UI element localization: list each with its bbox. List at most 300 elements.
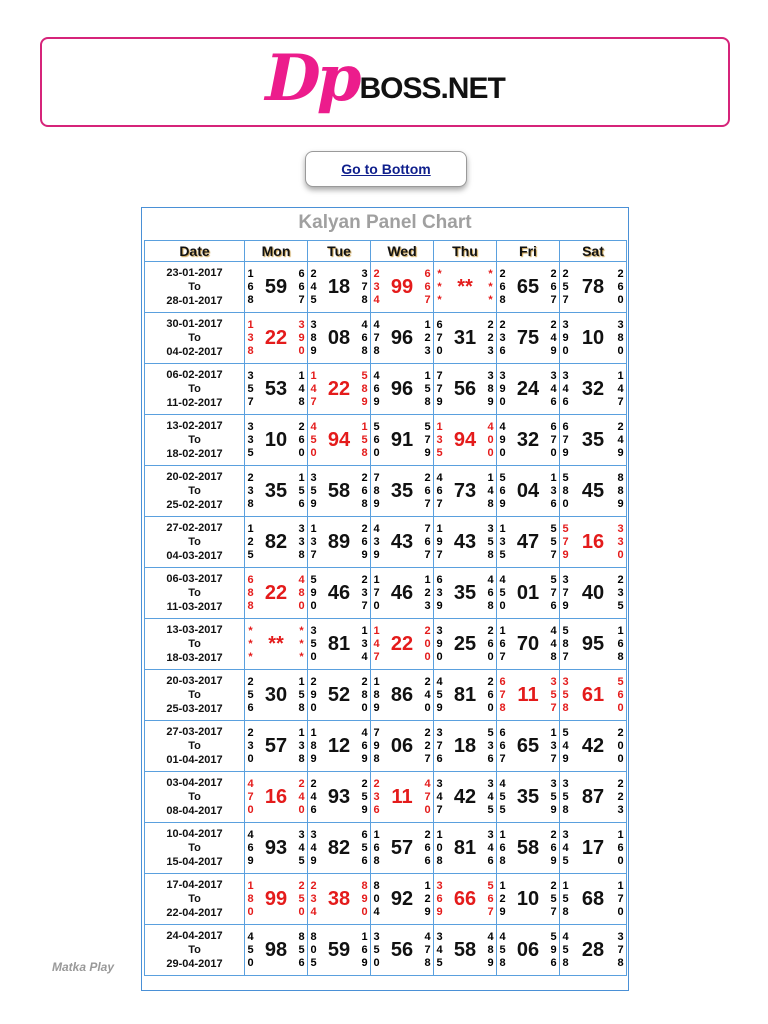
jodi-number: 92 [390, 887, 414, 910]
panna-digits: 1 3 4 [361, 624, 368, 663]
panna-digits: 2 3 8 [247, 471, 254, 510]
jodi-number: 70 [516, 632, 540, 655]
result-cell [497, 874, 560, 925]
date-range-cell [145, 415, 245, 466]
jodi-number: 61 [581, 683, 605, 706]
date-range-cell [145, 466, 245, 517]
panna-digits: 8 9 0 [361, 879, 368, 918]
panna-digits: 6 7 0 [550, 420, 557, 459]
date-to: 11-03-2017 [166, 601, 223, 613]
date-to-label: To [188, 740, 201, 752]
panna-digits: 4 4 8 [550, 624, 557, 663]
column-header-wed: Wed [371, 241, 434, 262]
date-to-label: To [188, 434, 201, 446]
date-from: 13-03-2017 [166, 624, 223, 636]
result-cell [560, 823, 627, 874]
result-cell [308, 823, 371, 874]
date-from: 27-02-2017 [166, 522, 223, 534]
date-to: 18-03-2017 [166, 652, 223, 664]
jodi-number: 59 [327, 938, 351, 961]
jodi-number: 47 [516, 530, 540, 553]
panna-digits: 2 5 0 [298, 879, 305, 918]
result-cell [371, 568, 434, 619]
panna-digits: 2 9 0 [310, 675, 317, 714]
result-cell [308, 670, 371, 721]
panna-digits: 3 9 0 [499, 369, 506, 408]
jodi-number: 86 [390, 683, 414, 706]
result-cell [497, 415, 560, 466]
date-from: 03-04-2017 [166, 777, 223, 789]
result-cell [434, 721, 497, 772]
header-row [145, 241, 627, 262]
date-range-cell [145, 262, 245, 313]
jodi-number: ** [268, 632, 284, 655]
jodi-number: 93 [264, 836, 288, 859]
panna-digits: 3 5 8 [487, 522, 494, 561]
panna-digits: 3 4 5 [562, 828, 569, 867]
result-cell [560, 670, 627, 721]
panna-digits: 5 6 0 [373, 420, 380, 459]
panna-digits: 5 9 6 [550, 930, 557, 969]
panna-digits: 5 7 9 [562, 522, 569, 561]
panna-digits: 6 8 8 [247, 573, 254, 612]
jodi-number: 59 [264, 275, 288, 298]
date-to-label: To [188, 791, 201, 803]
panna-digits: 2 2 7 [424, 726, 431, 765]
date-range-cell [145, 619, 245, 670]
table-row [145, 823, 627, 874]
panna-digits: 1 2 5 [247, 522, 254, 561]
panna-digits: 1 3 7 [550, 726, 557, 765]
jodi-number: ** [457, 275, 473, 298]
date-range-cell [145, 568, 245, 619]
panna-digits: 3 5 9 [310, 471, 317, 510]
panna-digits: 1 3 7 [310, 522, 317, 561]
panna-digits: 6 3 9 [436, 573, 443, 612]
jodi-number: 78 [581, 275, 605, 298]
panna-digits: 4 5 9 [436, 675, 443, 714]
jodi-number: 35 [453, 581, 477, 604]
column-header-sat: Sat [560, 241, 627, 262]
panna-digits: 1 6 8 [617, 624, 624, 663]
jodi-number: 65 [516, 734, 540, 757]
panna-digits: 3 9 0 [562, 318, 569, 357]
panna-digits: 2 3 4 [310, 879, 317, 918]
jodi-number: 18 [453, 734, 477, 757]
result-cell [371, 364, 434, 415]
jodi-number: 98 [264, 938, 288, 961]
panna-digits: 2 6 8 [361, 471, 368, 510]
result-cell [308, 925, 371, 976]
date-range-cell [145, 313, 245, 364]
date-to: 08-04-2017 [166, 805, 223, 817]
result-cell [434, 568, 497, 619]
date-to: 18-02-2017 [166, 448, 223, 460]
result-cell [434, 466, 497, 517]
date-range-cell [145, 364, 245, 415]
result-cell [308, 364, 371, 415]
panna-digits: 3 5 0 [373, 930, 380, 969]
panna-digits: 3 5 9 [550, 777, 557, 816]
panna-digits: 2 0 0 [617, 726, 624, 765]
result-cell [560, 721, 627, 772]
jodi-number: 38 [327, 887, 351, 910]
jodi-number: 01 [516, 581, 540, 604]
panna-digits: 7 7 9 [436, 369, 443, 408]
result-cell [560, 925, 627, 976]
jodi-number: 46 [390, 581, 414, 604]
panna-digits: 4 5 5 [499, 777, 506, 816]
result-cell [497, 313, 560, 364]
panna-digits: 4 5 8 [562, 930, 569, 969]
panna-digits: 6 7 0 [436, 318, 443, 357]
panna-digits: 2 4 6 [310, 777, 317, 816]
jodi-number: 91 [390, 428, 414, 451]
panna-digits: 2 5 9 [361, 777, 368, 816]
result-cell [308, 262, 371, 313]
result-cell [371, 262, 434, 313]
panna-digits: 3 5 8 [562, 675, 569, 714]
panna-digits: 5 8 7 [562, 624, 569, 663]
panna-digits: 4 5 8 [499, 930, 506, 969]
result-cell [245, 313, 308, 364]
result-cell [308, 721, 371, 772]
result-cell [371, 721, 434, 772]
panna-digits: 1 0 8 [436, 828, 443, 867]
panna-digits: * * * [437, 267, 442, 306]
result-cell [497, 925, 560, 976]
jodi-number: 25 [453, 632, 477, 655]
panna-digits: 4 7 0 [424, 777, 431, 816]
jodi-number: 81 [453, 683, 477, 706]
result-cell [497, 670, 560, 721]
result-cell [245, 466, 308, 517]
jodi-number: 42 [581, 734, 605, 757]
panna-digits: 2 6 0 [487, 624, 494, 663]
panna-digits: 3 4 5 [298, 828, 305, 867]
result-cell [308, 568, 371, 619]
jodi-number: 42 [453, 785, 477, 808]
date-to-label: To [188, 485, 201, 497]
panna-digits: 2 6 6 [424, 828, 431, 867]
table-row [145, 568, 627, 619]
jodi-number: 53 [264, 377, 288, 400]
result-cell [308, 874, 371, 925]
panna-digits: 4 6 8 [361, 318, 368, 357]
panna-digits: 2 5 7 [550, 879, 557, 918]
panna-digits: 5 9 0 [310, 573, 317, 612]
panna-digits: 1 4 7 [373, 624, 380, 663]
jodi-number: 22 [327, 377, 351, 400]
panna-digits: 2 6 0 [487, 675, 494, 714]
date-to: 25-03-2017 [166, 703, 223, 715]
panna-digits: 3 5 7 [247, 369, 254, 408]
jodi-number: 12 [327, 734, 351, 757]
panna-digits: 5 3 6 [487, 726, 494, 765]
site-logo[interactable] [42, 39, 728, 125]
date-from: 27-03-2017 [166, 726, 223, 738]
panna-digits: 5 6 0 [617, 675, 624, 714]
result-cell [245, 262, 308, 313]
panna-digits: 5 6 7 [487, 879, 494, 918]
panna-digits: 4 8 9 [487, 930, 494, 969]
date-to-label: To [188, 944, 201, 956]
panna-digits: 3 8 0 [617, 318, 624, 357]
panna-digits: 5 4 9 [562, 726, 569, 765]
go-to-bottom-button[interactable]: Go to Bottom [305, 151, 467, 187]
panna-digits: 1 5 8 [361, 420, 368, 459]
date-range-cell [145, 823, 245, 874]
panna-digits: 1 6 7 [499, 624, 506, 663]
panna-digits: 2 4 5 [310, 267, 317, 306]
panna-digits: 3 5 8 [562, 777, 569, 816]
jodi-number: 99 [390, 275, 414, 298]
jodi-number: 57 [390, 836, 414, 859]
result-cell [434, 823, 497, 874]
panna-digits: 3 4 9 [310, 828, 317, 867]
result-cell [245, 364, 308, 415]
jodi-number: 11 [517, 683, 539, 706]
result-cell [245, 721, 308, 772]
panna-digits: 2 6 7 [550, 267, 557, 306]
jodi-number: 93 [327, 785, 351, 808]
jodi-number: 10 [516, 887, 540, 910]
date-from: 13-02-2017 [166, 420, 223, 432]
panna-digits: 1 4 7 [617, 369, 624, 408]
panna-digits: 5 5 7 [550, 522, 557, 561]
date-to-label: To [188, 536, 201, 548]
result-cell [371, 874, 434, 925]
date-to: 04-03-2017 [166, 550, 223, 562]
jodi-number: 43 [453, 530, 477, 553]
date-range-cell [145, 874, 245, 925]
panna-digits: 3 3 8 [298, 522, 305, 561]
result-cell [308, 619, 371, 670]
panna-digits: 2 0 0 [424, 624, 431, 663]
result-cell [560, 466, 627, 517]
panna-digits: 2 4 9 [550, 318, 557, 357]
panna-digits: 3 4 7 [436, 777, 443, 816]
result-cell [434, 925, 497, 976]
chart-title: Kalyan Panel Chart [298, 212, 472, 233]
panna-digits: 2 6 9 [361, 522, 368, 561]
jodi-number: 22 [264, 326, 288, 349]
column-header-thu: Thu [434, 241, 497, 262]
panna-digits: 1 4 8 [298, 369, 305, 408]
jodi-number: 96 [390, 377, 414, 400]
date-range-cell [145, 670, 245, 721]
table-row [145, 619, 627, 670]
date-to: 29-04-2017 [166, 958, 223, 970]
panna-digits: 2 2 3 [487, 318, 494, 357]
date-from: 17-04-2017 [166, 879, 223, 891]
jodi-number: 18 [327, 275, 351, 298]
jodi-number: 16 [264, 785, 288, 808]
result-cell [371, 772, 434, 823]
date-from: 24-04-2017 [166, 930, 223, 942]
result-cell [308, 517, 371, 568]
result-cell [245, 874, 308, 925]
jodi-number: 58 [453, 938, 477, 961]
panna-digits: 3 4 6 [562, 369, 569, 408]
panna-digits: 3 6 9 [436, 879, 443, 918]
date-to: 15-04-2017 [166, 856, 223, 868]
date-range-cell [145, 721, 245, 772]
panna-digits: 1 8 9 [373, 675, 380, 714]
panna-digits: 4 6 7 [436, 471, 443, 510]
jodi-number: 40 [581, 581, 605, 604]
panna-digits: 2 4 0 [298, 777, 305, 816]
result-cell [497, 517, 560, 568]
date-to: 11-02-2017 [166, 397, 223, 409]
panna-digits: 1 8 9 [310, 726, 317, 765]
table-row [145, 313, 627, 364]
jodi-number: 94 [453, 428, 477, 451]
jodi-number: 22 [390, 632, 414, 655]
table-row [145, 772, 627, 823]
panna-digits: 1 6 8 [247, 267, 254, 306]
result-cell [434, 262, 497, 313]
jodi-number: 28 [581, 938, 605, 961]
date-range-cell [145, 517, 245, 568]
jodi-number: 46 [327, 581, 351, 604]
jodi-number: 99 [264, 887, 288, 910]
table-row [145, 466, 627, 517]
jodi-number: 35 [581, 428, 605, 451]
jodi-number: 82 [264, 530, 288, 553]
panna-digits: 7 6 7 [424, 522, 431, 561]
jodi-number: 43 [390, 530, 414, 553]
result-cell [560, 568, 627, 619]
panna-digits: 6 6 7 [499, 726, 506, 765]
result-cell [497, 721, 560, 772]
panna-digits: 3 5 7 [550, 675, 557, 714]
panna-digits: 2 3 6 [499, 318, 506, 357]
result-cell [434, 670, 497, 721]
jodi-number: 11 [391, 785, 413, 808]
result-cell [245, 823, 308, 874]
result-cell [560, 262, 627, 313]
panna-digits: 1 2 9 [424, 879, 431, 918]
panna-digits: 1 5 8 [562, 879, 569, 918]
result-cell [371, 619, 434, 670]
result-cell [245, 772, 308, 823]
jodi-number: 73 [453, 479, 477, 502]
panna-digits: 3 5 0 [310, 624, 317, 663]
jodi-number: 10 [581, 326, 605, 349]
result-cell [371, 415, 434, 466]
panna-digits: 3 3 5 [247, 420, 254, 459]
date-to: 01-04-2017 [166, 754, 223, 766]
date-to-label: To [188, 638, 201, 650]
date-from: 20-02-2017 [166, 471, 223, 483]
panna-digits: 5 8 9 [361, 369, 368, 408]
panna-digits: 1 4 7 [310, 369, 317, 408]
jodi-number: 89 [327, 530, 351, 553]
panna-digits: 1 5 6 [298, 471, 305, 510]
result-cell [560, 364, 627, 415]
date-to-label: To [188, 332, 201, 344]
panna-digits: 2 5 6 [247, 675, 254, 714]
panna-digits: 6 7 8 [499, 675, 506, 714]
jodi-number: 66 [453, 887, 477, 910]
jodi-number: 95 [581, 632, 605, 655]
panna-digits: 1 2 3 [424, 318, 431, 357]
panna-digits: 6 5 6 [361, 828, 368, 867]
panna-digits: 4 8 0 [298, 573, 305, 612]
panna-digits: 4 6 9 [247, 828, 254, 867]
result-cell [308, 466, 371, 517]
jodi-number: 82 [327, 836, 351, 859]
jodi-number: 68 [581, 887, 605, 910]
result-cell [497, 466, 560, 517]
panna-digits: 1 4 8 [487, 471, 494, 510]
column-header-date: Date [145, 241, 245, 262]
date-to-label: To [188, 587, 201, 599]
jodi-number: 31 [453, 326, 477, 349]
panna-digits: 3 3 0 [617, 522, 624, 561]
panna-digits: 1 3 8 [247, 318, 254, 357]
jodi-number: 24 [516, 377, 540, 400]
panna-digits: 2 3 4 [373, 267, 380, 306]
date-to: 04-02-2017 [166, 346, 223, 358]
logo-dp-mark: Dp [265, 41, 358, 116]
date-to-label: To [188, 893, 201, 905]
date-to: 25-02-2017 [166, 499, 223, 511]
panna-digits: 5 7 9 [424, 420, 431, 459]
result-cell [434, 364, 497, 415]
result-cell [371, 925, 434, 976]
panna-digits: 2 3 7 [361, 573, 368, 612]
panna-digits: 4 7 8 [424, 930, 431, 969]
panna-digits: 8 8 9 [617, 471, 624, 510]
jodi-number: 06 [516, 938, 540, 961]
panna-digits: 1 3 5 [436, 420, 443, 459]
result-cell [245, 568, 308, 619]
result-cell [308, 313, 371, 364]
jodi-number: 16 [581, 530, 605, 553]
date-to: 22-04-2017 [166, 907, 223, 919]
date-to-label: To [188, 689, 201, 701]
logo-banner [40, 37, 730, 127]
panna-digits: 4 5 0 [499, 573, 506, 612]
panna-digits: 2 4 9 [617, 420, 624, 459]
panna-digits: 1 3 8 [298, 726, 305, 765]
panna-digits: 4 5 0 [310, 420, 317, 459]
panna-digits: 3 4 5 [487, 777, 494, 816]
panna-digits: 4 3 9 [373, 522, 380, 561]
jodi-number: 87 [581, 785, 605, 808]
panna-digits: 1 7 0 [617, 879, 624, 918]
panna-digits: 1 8 0 [247, 879, 254, 918]
result-cell [497, 619, 560, 670]
panna-digits: 2 5 7 [562, 267, 569, 306]
date-from: 10-04-2017 [166, 828, 223, 840]
panna-digits: 5 6 9 [499, 471, 506, 510]
result-cell [371, 466, 434, 517]
panna-digits: 3 4 6 [550, 369, 557, 408]
date-from: 06-03-2017 [166, 573, 223, 585]
panna-digits: 4 5 0 [247, 930, 254, 969]
panna-digits: 3 4 5 [436, 930, 443, 969]
result-cell [497, 772, 560, 823]
panna-digits: 3 8 9 [487, 369, 494, 408]
result-cell [371, 517, 434, 568]
result-cell [497, 823, 560, 874]
panna-digits: 7 9 8 [373, 726, 380, 765]
jodi-number: 56 [453, 377, 477, 400]
jodi-number: 32 [581, 377, 605, 400]
